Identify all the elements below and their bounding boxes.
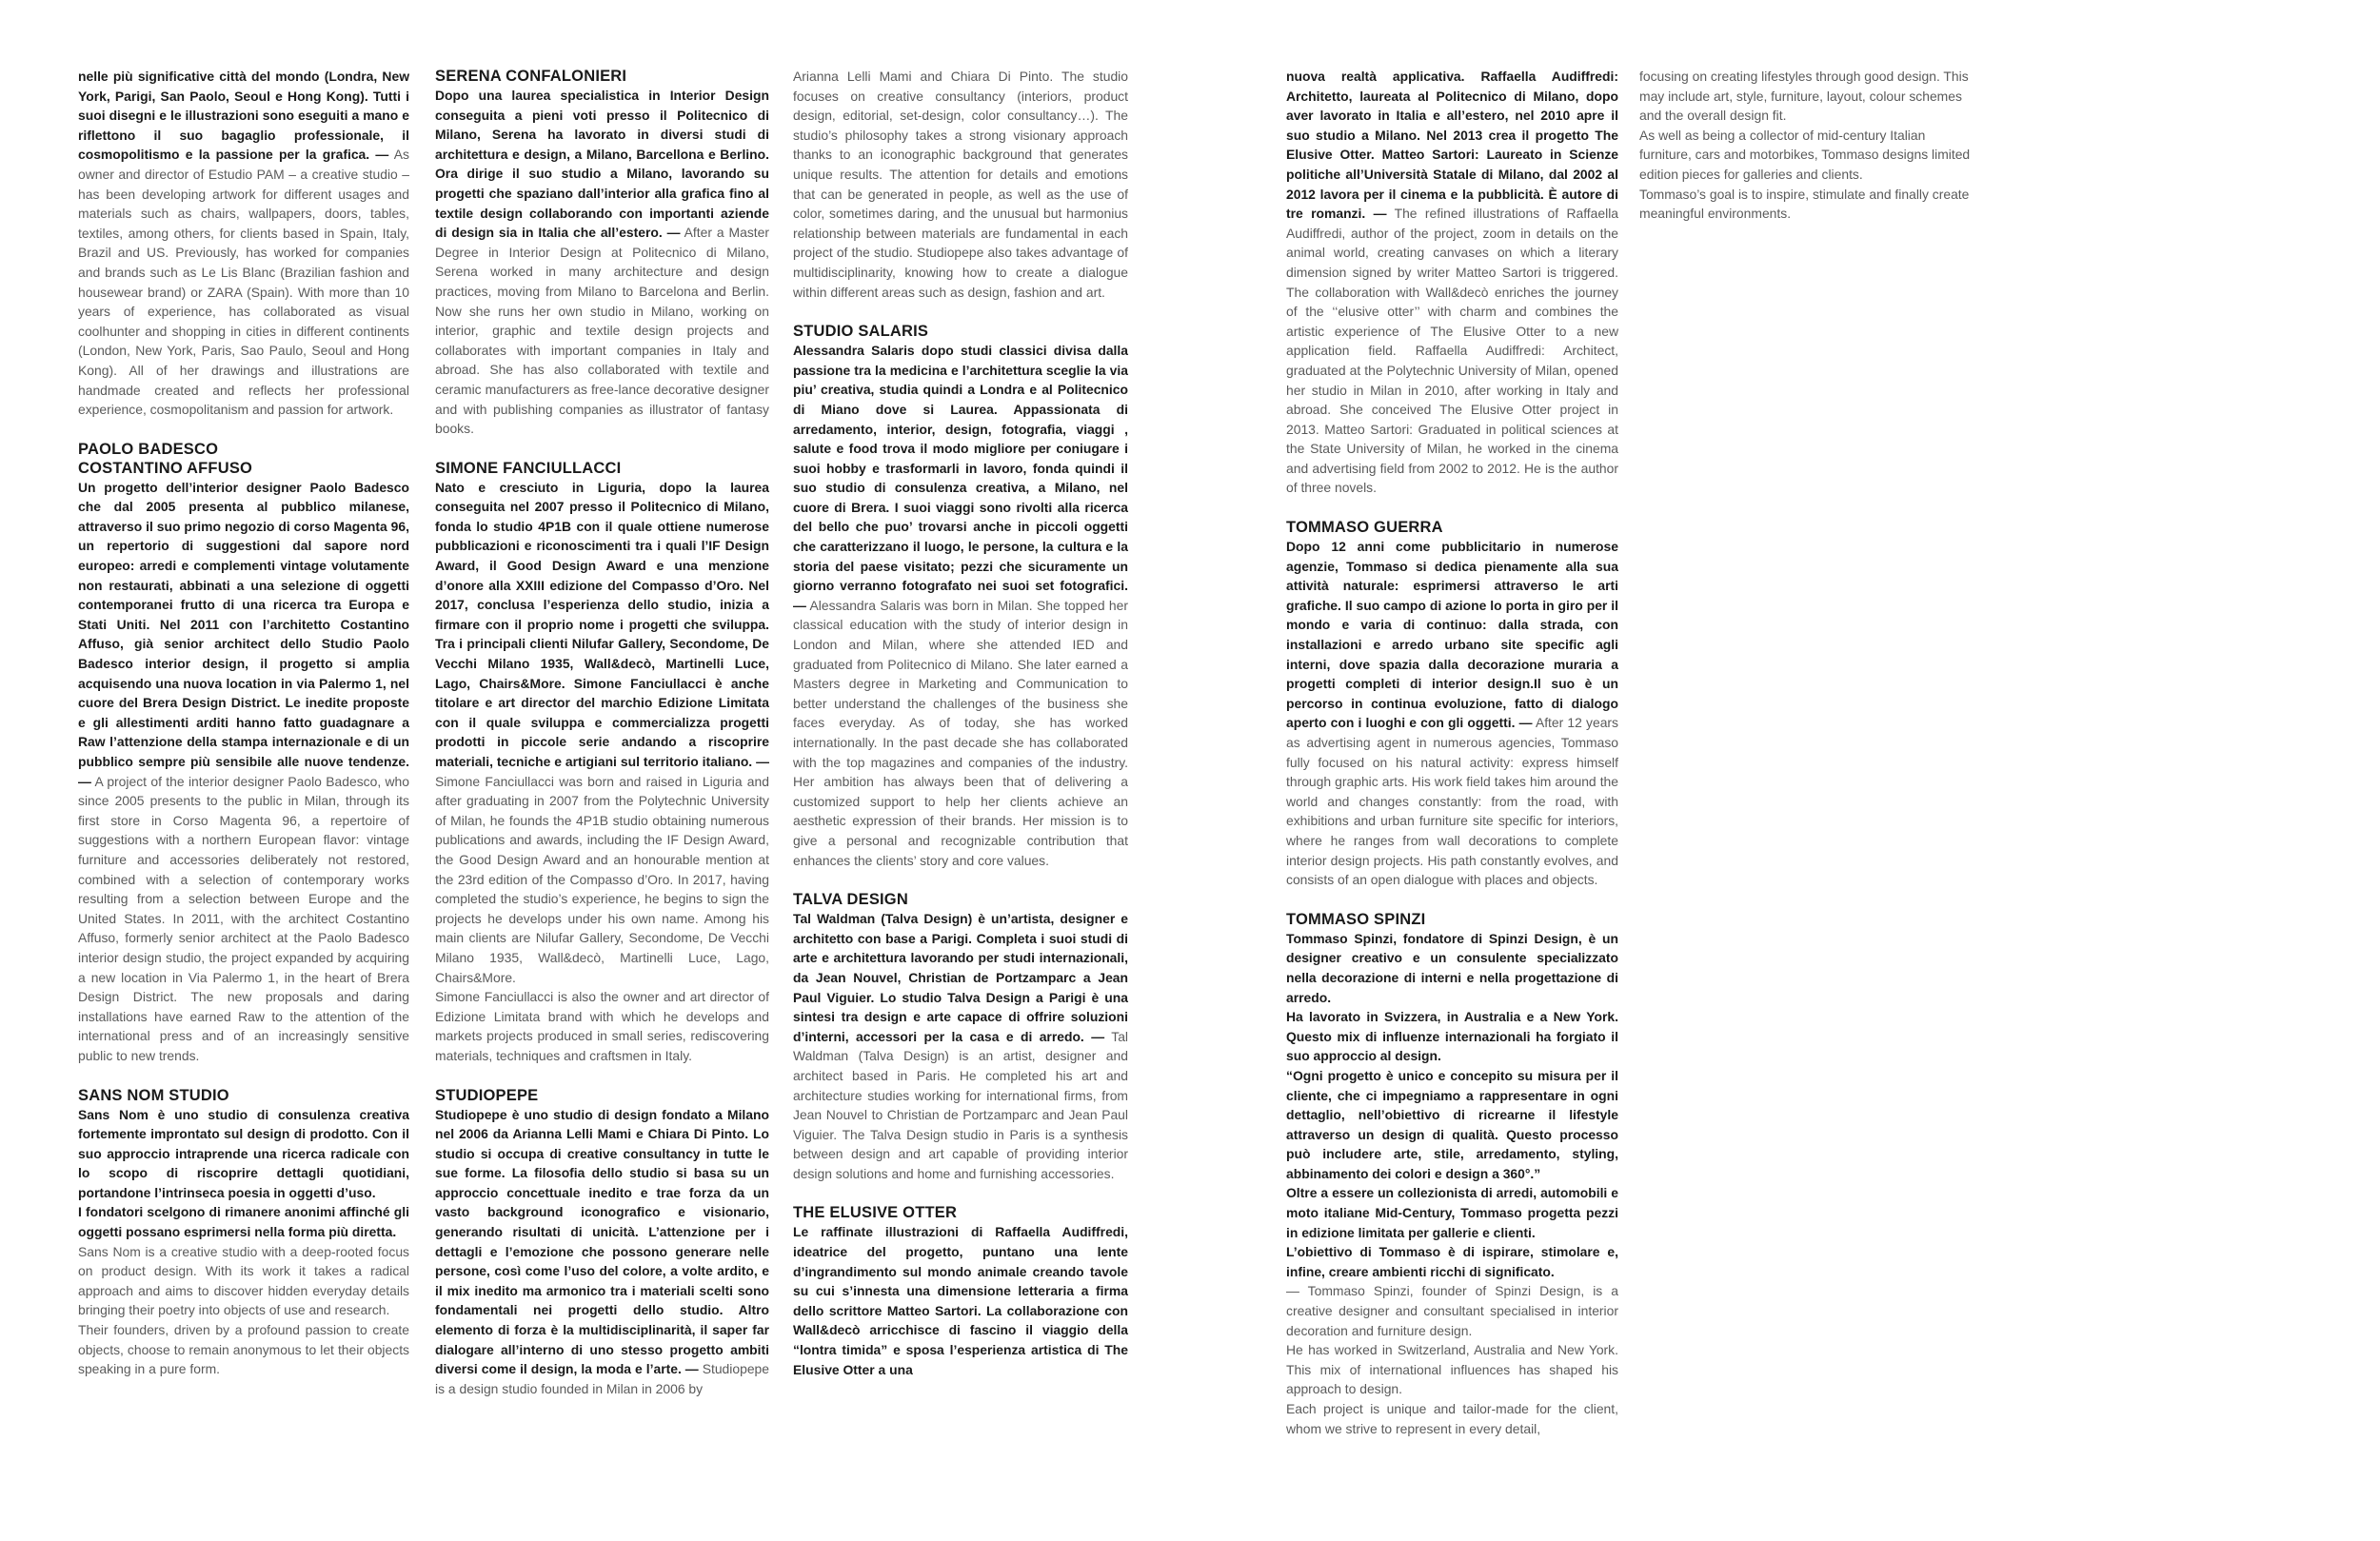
section-title: SIMONE FANCIULLACCI	[435, 459, 622, 477]
column-5	[1639, 67, 1978, 244]
paragraph-italian: I fondatori scelgono di rimanere anonimi affinché gli oggetti possano esprimersi nella forma più diretta.	[78, 1204, 409, 1240]
paragraph-english: Tal Waldman (Talva Design) is an artist, designer and architect based in Paris. He completed his art and architecture studies working for international firms, from Jean Nouvel to Christian de Portzamparc and Jean Paul Viguier. The Talva Design studio in Paris is a synthesis between design and art capable of providing interior design solutions and home and furnishing accessories.	[793, 1028, 1129, 1181]
paragraph-english: A project of the interior designer Paolo Badesco, who since 2005 presents to the public in Milan, through its first store in Corso Magenta 96, a repertoire of suggestions with a northern European flavor: vintage furniture and accessories deliberately not restored, combined with a selection of contemporary works resulting from a selection between Europe and the United States. In 2011, with the architect Costantino Affuso, formerly senior architect at the Paolo Badesco interior design studio, the project expanded by acquiring a new location in Via Palermo 1, in the heart of Brera Design District. The new proposals and daring installations have earned Raw to the attention of the international press and of an increasingly sensitive public to new trends.	[78, 773, 409, 1063]
paragraph-italian: Dopo una laurea specialistica in Interior Design conseguita a pieni voti presso il Politecnico di Milano, Serena ha lavorato in diversi studi di architettura e design, a Milano, Barcellona e Berlino. Ora dirige il suo studio a Milano, lavorando su progetti che spaziano dall’interior alla grafica fino al textile design collaborando con importanti aziende di design sia in Italia che all’estero. —	[435, 88, 769, 241]
paragraph-english: Each project is unique and tailor-made for the client, whom we strive to represent in every detail,	[1286, 1401, 1618, 1436]
studio-salaris-section	[793, 322, 1128, 870]
paragraph-english: Tommaso’s goal is to inspire, stimulate and finally create meaningful environments.	[1639, 186, 1970, 222]
serena-confalonieri-section	[435, 67, 769, 439]
paolo-badesco-section	[78, 440, 409, 1066]
paragraph-italian: nuova realtà applicativa. Raffaella Audiffredi: Architetto, laureata al Politecnico di Milano, dopo aver lavorato in Italia e all’estero, nel 2010 apre il suo studio a Milano. Nel 2013 crea il progetto The Elusive Otter. Matteo Sartori: Laureato in Scienze politiche all’Università Statale di Milano, dal 2002 al 2012 lavora per il cinema e la pubblicità. È autore di tre romanzi. —	[1286, 69, 1618, 222]
paragraph-english: As owner and director of Estudio PAM – a creative studio – has been developing artwork for different usages and materials such as chairs, wallpapers, doors, tables, textiles, among others, for clients based in Spain, Italy, Brazil and US. Previously, has worked for companies and brands such as Le Lis Blanc (Brazilian fashion and housewear brand) or ZARA (Spain). With more than 10 years of experience, has collaborated as visual coolhunter and shopping in cities in different continents (London, New York, Paris, Sao Paulo, Seoul and Hong Kong). All of her drawings and illustrations are handmade created and reflects her professional experience, cosmopolitanism and passion for artwork.	[78, 147, 409, 418]
paragraph-italian: Studiopepe è uno studio di design fondato a Milano nel 2006 da Arianna Lelli Mami e Chiara Di Pinto. Lo studio si occupa di creative consultancy in tutte le sue forme. La filosofia dello studio si basa su un approccio concettuale inedito e trae forza da un vasto background iconografico e visionario, generando risultati di unicità. L’attenzione per i dettagli e l’emozione che possono generare nelle persone, così come l’uso del colore, a volte ardito, e il mix inedito ma armonico tra i materiali scelti sono fondamentali nei progetti dello studio. Altro elemento di forza è la multidisciplinarità, il saper far dialogare all’interno di uno stesso progetto ambiti diversi come il design, la moda e l’arte. —	[435, 1106, 769, 1377]
paragraph-italian: “Ogni progetto è unico e concepito su misura per il cliente, che ci impegniamo a rappresentare in ogni dettaglio, nell’obiettivo di ricrearne il lifestyle attraverso un design di qualità. Questo processo può includere arte, stile, arredamento, styling, abbinamento dei colori e design a 360°.”	[1286, 1067, 1618, 1181]
section-title: THE ELUSIVE OTTER	[793, 1204, 958, 1222]
paragraph-italian: Tommaso Spinzi, fondatore di Spinzi Design, è un designer creativo e un consulente specializzato nella decorazione di interni e nella progettazione di arredo.	[1286, 930, 1618, 1005]
paragraph-english: Their founders, driven by a profound passion to create objects, choose to remain anonymous to let their objects speaking in a pure form.	[78, 1322, 409, 1377]
talva-design-section	[793, 890, 1128, 1183]
paragraph-english: After 12 years as advertising agent in numerous agencies, Tommaso fully focused on his natural activity: express himself through graphic arts. His work field takes him around the world and changes constantly: from the road, with exhibitions and urban furniture site specific for interiors, where he ranges from wall decorations to complete interior design projects. His path constantly evolves, and consists of an open dialogue with places and objects.	[1286, 715, 1618, 888]
section-title: SERENA CONFALONIERI	[435, 68, 627, 85]
column-4	[1286, 67, 1618, 1458]
paragraph-italian: Un progetto dell’interior designer Paolo Badesco che dal 2005 presenta al pubblico milanese, attraverso il suo primo negozio di corso Magenta 96, un repertorio di suggestioni dal sapore nord europeo: arredi e complementi vintage volutamente non restaurati, abbinati a una selezione di oggetti contemporanei frutto di una ricerca tra Europa e Stati Uniti. Nel 2011 con l’architetto Costantino Affuso, già senior architect dello Studio Paolo Badesco interior design, il progetto si amplia acquisendo una nuova location in via Palermo 1, nel cuore del Brera Design District. Le inedite proposte e gli allestimenti arditi hanno fatto guadagnare a Raw l’attenzione della stampa internazionale e di un pubblico sempre più sensibile alle nuove tendenze. —	[78, 479, 409, 789]
section-title: STUDIO SALARIS	[793, 323, 929, 341]
tommaso-guerra-section	[1286, 518, 1618, 890]
paragraph-italian: Oltre a essere un collezionista di arredi, automobili e moto italiane Mid-Century, Tommaso progetta pezzi in edizione limitata per gallerie e clienti.	[1286, 1185, 1618, 1240]
section-title: TOMMASO SPINZI	[1286, 910, 1426, 928]
section-subtitle: COSTANTINO AFFUSO	[78, 459, 253, 477]
paragraph-english: As well as being a collector of mid-century Italian furniture, cars and motorbikes, Tommaso designs limited edition pieces for galleries and clients.	[1639, 127, 1971, 182]
tommaso-spinzi-continued	[1639, 67, 1978, 224]
paragraph-italian: nelle più significative città del mondo (Londra, New York, Parigi, San Paolo, Seoul e Hong Kong). Tutti i suoi disegni e le illustrazioni sono eseguiti a mano e riflettono il suo bagaglio professionale, il cosmopolitismo e la passione per la grafica. —	[78, 69, 409, 163]
paragraph-italian: Le raffinate illustrazioni di Raffaella Audiffredi, ideatrice del progetto, puntano una lente d’ingrandimento sul mondo animale creando tavole su cui s’innesta una dimensione letteraria a firma dello scrittore Matteo Sartori. La collaborazione con Wall&decò arricchisce di fascino il viaggio della “lontra timida” e sposa l’esperienza artistica di The Elusive Otter a una	[793, 1224, 1128, 1377]
paragraph-english: focusing on creating lifestyles through good design. This may include art, style, furniture, layout, colour schemes and the overall design fit.	[1639, 69, 1969, 124]
paragraph-english: Arianna Lelli Mami and Chiara Di Pinto. The studio focuses on creative consultancy (interiors, product design, editorial, set-design, color consultancy…). The studio’s philosophy takes a strong visionary approach thanks to an iconographic background that generates unique results. The attention for details and emotions that can be generated in people, as well as the use of color, sometimes daring, and the unusual but harmonius relationship between materials are fundamental in each project of the studio. Studiopepe also takes advantage of multidisciplinarity, knowing how to create a dialogue within different areas such as design, fashion and art.	[793, 69, 1128, 300]
paragraph-english: The refined illustrations of Raffaella Audiffredi, author of the project, zoom in details on the animal world, creating canvases on which a literary dimension signed by writer Matteo Sartori is triggered. The collaboration with Wall&decò enriches the journey of the ‘‘elusive otter’’ with charm and combines the artistic experience of The Elusive Otter to a new application field. Raffaella Audiffredi: Architect, graduated at the Polytechnic University of Milan, opened her studio in Milan in 2010, after working in Italy and abroad. She conceived The Elusive Otter project in 2013. Matteo Sartori: Graduated in political sciences at the State University of Milan, he worked in the cinema and advertising field from 2002 to 2012. He is the author of three novels.	[1286, 206, 1619, 496]
paragraph-english: Simone Fanciullacci was born and raised in Liguria and after graduating in 2007 from the Polytechnic University of Milan, he founds the 4P1B studio obtaining numerous publications and awards, including the IF Design Award, the Good Design Award and an honourable mention at the 23rd edition of the Compasso d’Oro. In 2017, having completed the studio’s experience, he begins to sign the projects he develops under his own name. Among his main clients are Nilufar Gallery, Secondome, De Vecchi Milano 1935, Wall&decò, Martinelli Luce, Lago, Chairs&More.	[435, 773, 769, 985]
column-1	[78, 67, 409, 1399]
paragraph-english: Sans Nom is a creative studio with a deep-rooted focus on product design. With its work it takes a radical approach and aims to discover hidden everyday details bringing their poetry into objects of use and research.	[78, 1243, 409, 1318]
paragraph-italian: Sans Nom è uno studio di consulenza creativa fortemente improntato sul design di prodotto. Con il suo approccio intraprende una ricerca radicale con lo scopo di riscoprire dettagli quotidiani, portandone l’intrinseca poesia in oggetti d’uso.	[78, 1106, 409, 1200]
paragraph-english: Studiopepe is a design studio founded in Milan in 2006 by	[435, 1361, 769, 1396]
paragraph-english: Simone Fanciullacci is also the owner and art director of Edizione Limitata brand with which he develops and markets projects produced in small series, rediscovering materials, techniques and craftsmen in Italy.	[435, 989, 769, 1063]
column-3	[793, 67, 1128, 1399]
elusive-otter-continued	[1286, 67, 1618, 498]
estudio-pam-section	[78, 67, 409, 420]
paragraph-italian: Nato e cresciuto in Liguria, dopo la laurea conseguita nel 2007 presso il Politecnico di Milano, fonda lo studio 4P1B con il quale ottiene numerose pubblicazioni e riconoscimenti tra i quali l’IF Design Award, il Good Design Award e una menzione d’onore alla XXIII edizione del Compasso d’Oro. Nel 2017, conclusa l’esperienza dello studio, inizia a firmare con il proprio nome i progetti che sviluppa. Tra i principali clienti Nilufar Gallery, Secondome, De Vecchi Milano 1935, Wall&decò, Martinelli Luce, Lago, Chairs&More. Simone Fanciullacci è anche titolare e art director del marchio Edizione Limitata con il quale sviluppa e commercializza progetti prodotti in piccole serie andando a riscoprire materiali, tecniche e artigiani sul territorio italiano. —	[435, 479, 769, 769]
paragraph-italian: L’obiettivo di Tommaso è di ispirare, stimolare e, infine, creare ambienti ricchi di significato.	[1286, 1244, 1618, 1279]
elusive-otter-section	[793, 1203, 1128, 1379]
column-2	[435, 67, 769, 1418]
paragraph-english: After a Master Degree in Interior Design at Politecnico di Milano, Serena worked in many architecture and design practices, moving from Milano to Barcelona and Berlin. Now she runs her own studio in Milano, working on interior, graphic and textile design projects and collaborates with important companies in Italy and abroad. She has also collaborated with textile and ceramic manufacturers as free-lance decorative designer and with publishing companies as illustrator of fantasy books.	[435, 225, 769, 437]
paragraph-english: He has worked in Switzerland, Australia and New York. This mix of international influences has shaped his approach to design.	[1286, 1342, 1618, 1397]
paragraph-italian: Tal Waldman (Talva Design) è un’artista, designer e architetto con base a Parigi. Completa i suoi studi di arte e architettura lavorando per studi internazionali, da Jean Nouvel, Christian de Portzamparc a Jean Paul Viguier. Lo studio Talva Design a Parigi è una sintesi tra design e arte capace di offrire soluzioni d’interni, accessori per la casa e di arredo. —	[793, 911, 1128, 1044]
section-title: STUDIOPEPE	[435, 1086, 539, 1104]
studiopepe-continued	[793, 67, 1128, 302]
section-title: TOMMASO GUERRA	[1286, 519, 1443, 537]
section-title: SANS NOM STUDIO	[78, 1086, 229, 1104]
sans-nom-section	[78, 1086, 409, 1379]
paragraph-italian: Ha lavorato in Svizzera, in Australia e a New York. Questo mix di influenze internazionali ha forgiato il suo approccio al design.	[1286, 1009, 1618, 1064]
paragraph-english: — Tommaso Spinzi, founder of Spinzi Design, is a creative designer and consultant specialised in interior decoration and furniture design.	[1286, 1283, 1618, 1338]
tommaso-spinzi-section	[1286, 910, 1618, 1438]
paragraph-italian: Dopo 12 anni come pubblicitario in numerose agenzie, Tommaso si dedica pienamente alla sua attività naturale: esprimersi attraverso le arti grafiche. Il suo campo di azione lo porta in giro per il mondo e varia di continuo: dalla strada, con installazioni e arredo urbano site specific agli interni, dove spazia dalla decorazione muraria a progetti completi di interior design.Il suo è un percorso in continua evoluzione, fatto di dialogo aperto con i luoghi e con gli oggetti. —	[1286, 539, 1618, 731]
section-title: PAOLO BADESCO	[78, 440, 219, 458]
simone-fanciullacci-section	[435, 459, 769, 1066]
studiopepe-section	[435, 1086, 769, 1399]
paragraph-english: Alessandra Salaris was born in Milan. She topped her classical education with the study of interior design in London and Milan, where she attended IED and graduated from Politecnico di Milano. She later earned a Masters degree in Marketing and Communication to better understand the challenges of the business she faces everyday. As of today, she has worked internationally. In the past decade she has collaborated with the top magazines and companies of the industry. Her ambition has always been that of delivering a customized support to help her clients achieve an aesthetic expression of their brands. Her mission is to give a personal and recognizable contribution that enhances the clients’ story and core values.	[793, 597, 1129, 868]
paragraph-italian: Alessandra Salaris dopo studi classici divisa dalla passione tra la medicina e l’architettura sceglie la via piu’ creativa, studia quindi a Londra e al Politecnico di Miano dove si Laurea. Appassionata di arredamento, interior, design, fotografia, viaggi , salute e food trova il modo migliore per coniugare i suoi hobby e trasformarli in lavoro, fonda quindi il suo studio di consulenza creativa, a Milano, nel cuore di Brera. I suoi viaggi sono rivolti alla ricerca del bello che puo’ trovarsi anche in piccoli oggetti che caratterizzano il luogo, le persone, la cultura e la storia del paese visitato; pezzi che sicuramente un giorno verranno fotografato nei suoi set fotografici. —	[793, 343, 1128, 613]
section-title: TALVA DESIGN	[793, 891, 908, 909]
